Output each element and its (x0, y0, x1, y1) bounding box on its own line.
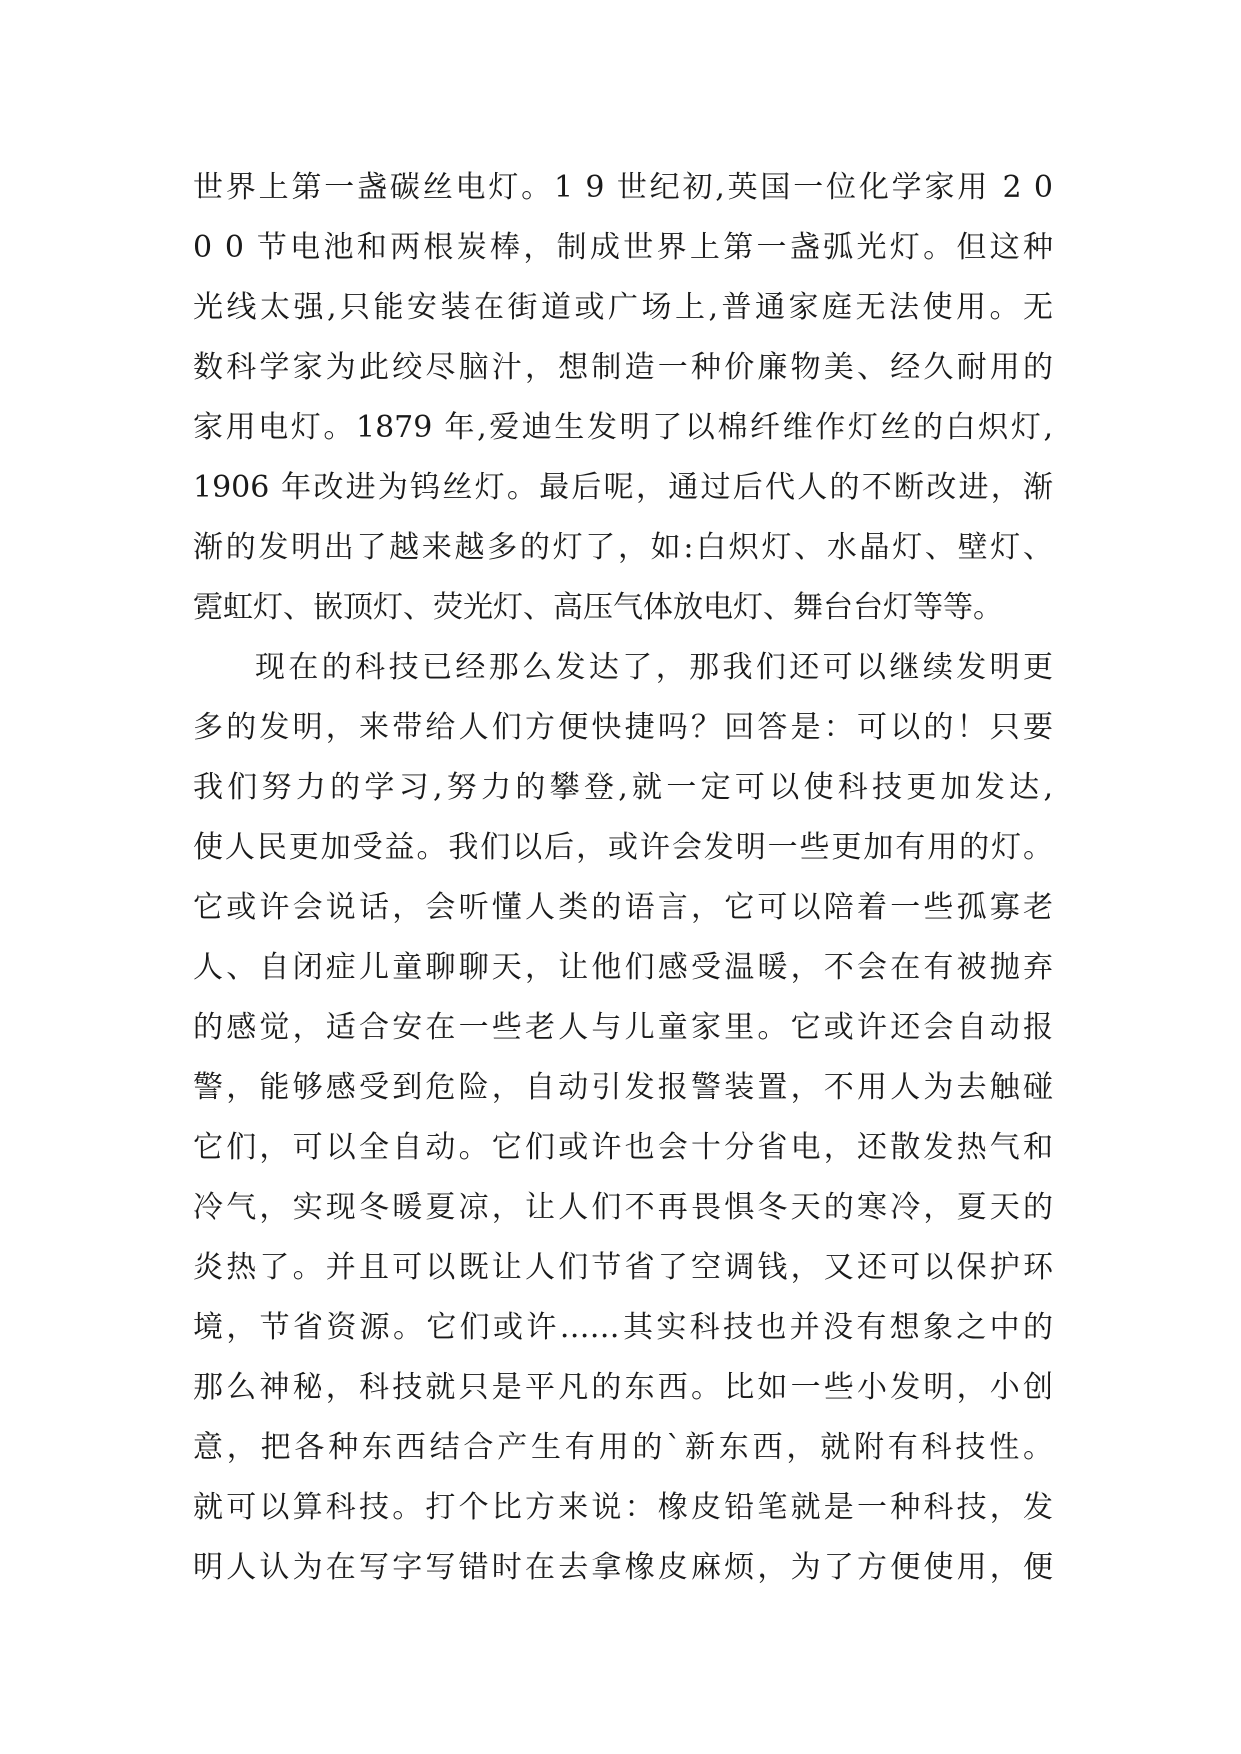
text-line: 0 0 节电池和两根炭棒，制成世界上第一盏弧光灯。但这种 (193, 230, 1053, 265)
document-body (193, 158, 1053, 1598)
text-line: 冷气，实现冬暖夏凉，让人们不再畏惧冬天的寒冷，夏天的 (193, 1190, 1053, 1225)
text-line: 使人民更加受益。我们以后，或许会发明一些更加有用的灯。 (193, 830, 1053, 865)
paragraph-future-technology (193, 638, 1053, 1598)
text-line: 数科学家为此绞尽脑汁，想制造一种价廉物美、经久耐用的 (193, 350, 1053, 385)
text-line: 境，节省资源。它们或许……其实科技也并没有想象之中的 (193, 1310, 1053, 1345)
text-line: 它或许会说话，会听懂人类的语言，它可以陪着一些孤寡老 (193, 890, 1053, 925)
text-line: 光线太强,只能安装在街道或广场上,普通家庭无法使用。无 (193, 290, 1053, 325)
paragraph-electric-light-history (193, 158, 1053, 638)
text-line: 家用电灯。1879 年,爱迪生发明了以棉纤维作灯丝的白炽灯, (193, 410, 1053, 445)
text-line: 那么神秘，科技就只是平凡的东西。比如一些小发明，小创 (193, 1370, 1053, 1405)
text-line: 它们，可以全自动。它们或许也会十分省电，还散发热气和 (193, 1130, 1053, 1165)
text-line: 多的发明，来带给人们方便快捷吗？回答是：可以的！只要 (193, 710, 1053, 745)
text-line: 霓虹灯、嵌顶灯、荧光灯、高压气体放电灯、舞台台灯等等。 (193, 590, 1003, 625)
text-line: 警，能够感受到危险，自动引发报警装置，不用人为去触碰 (193, 1070, 1053, 1105)
text-line: 我们努力的学习,努力的攀登,就一定可以使科技更加发达, (193, 770, 1053, 805)
text-line: 的感觉，适合安在一些老人与儿童家里。它或许还会自动报 (193, 1010, 1053, 1045)
text-line: 明人认为在写字写错时在去拿橡皮麻烦，为了方便使用，便 (193, 1550, 1053, 1585)
text-line: 现在的科技已经那么发达了，那我们还可以继续发明更 (255, 650, 1053, 685)
text-line: 炎热了。并且可以既让人们节省了空调钱，又还可以保护环 (193, 1250, 1053, 1285)
text-line: 世界上第一盏碳丝电灯。1 9 世纪初,英国一位化学家用 2 0 (193, 170, 1053, 205)
text-line: 渐的发明出了越来越多的灯了，如:白炽灯、水晶灯、壁灯、 (193, 530, 1053, 565)
text-line: 意，把各种东西结合产生有用的`新东西，就附有科技性。 (193, 1430, 1053, 1465)
text-line: 人、自闭症儿童聊聊天，让他们感受温暖，不会在有被抛弃 (193, 950, 1053, 985)
text-line: 1906 年改进为钨丝灯。最后呢，通过后代人的不断改进，渐 (193, 470, 1053, 505)
text-line: 就可以算科技。打个比方来说：橡皮铅笔就是一种科技，发 (193, 1490, 1053, 1525)
